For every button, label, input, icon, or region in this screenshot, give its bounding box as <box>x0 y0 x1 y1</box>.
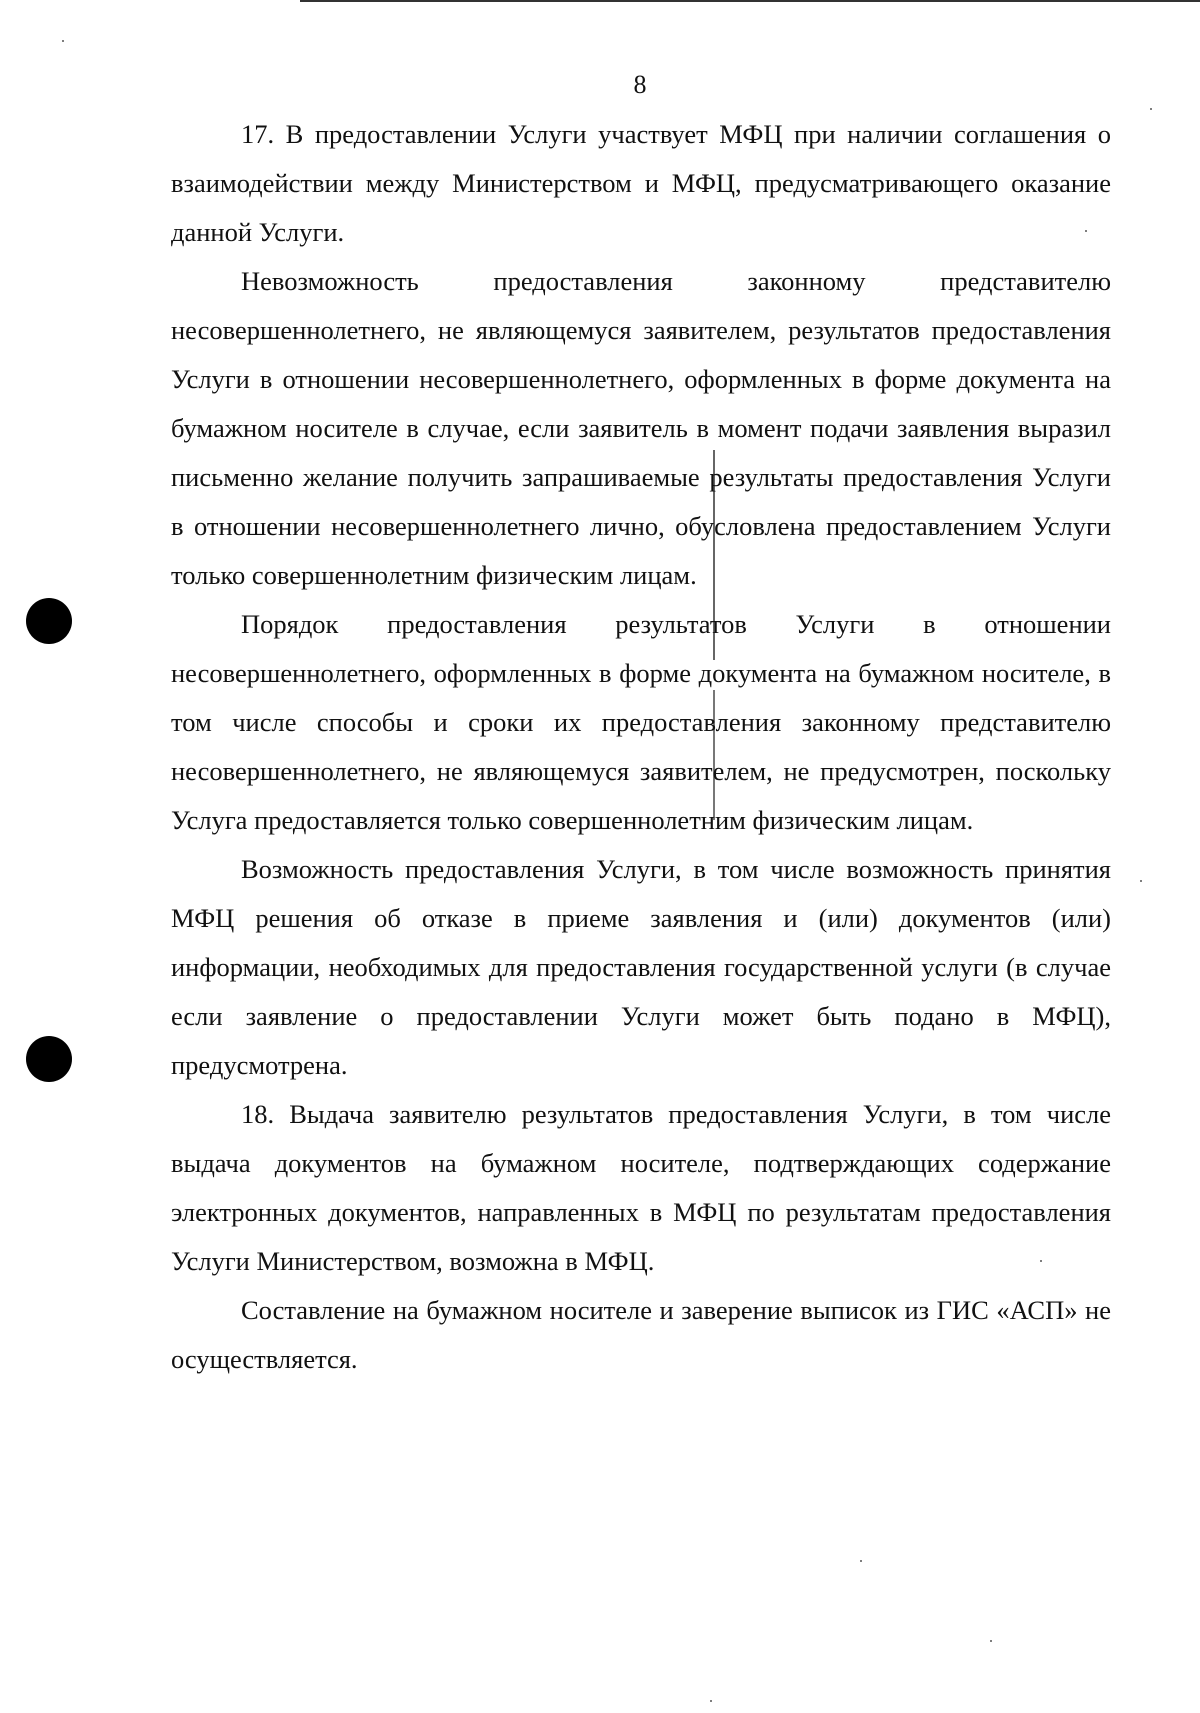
paragraph-mfc-refusal: Возможность предоставления Услуги, в том числе возможность принятия МФЦ решения об отказе в приеме заявления и (или) документов (или) информации, необходимых для предоставления государственной услуги (в случае если заявление о предоставлении Услуги может быть подано в МФЦ), предусмотрена. <box>171 854 1111 1080</box>
paragraph-procedure-results: Порядок предоставления результатов Услуги в отношении несовершеннолетнего, оформленных в форме документа на бумажном носителе, в том числе способы и сроки их предоставления законному представителю несовершеннолетнего, не являющемуся заявителем, не предусмотрен, поскольку Услуга предоставляется только совершеннолетним физическим лицам. <box>171 609 1111 835</box>
paragraph-impossibility-representative: Невозможность предоставления законному представителю несовершеннолетнего, не являющемуся заявителем, результатов предоставления Услуги в отношении несовершеннолетнего, оформленных в форме документа на бумажном носителе в случае, если заявитель в момент подачи заявления выразил письменно желание получить запрашиваемые результаты предоставления Услуги в отношении несовершеннолетнего лично, обусловлена предоставлением Услуги только совершеннолетним физическим лицам. <box>171 266 1111 590</box>
paragraph-17: 17. В предоставлении Услуги участвует МФЦ при наличии соглашения о взаимодействии между Министерством и МФЦ, предусматривающего оказание данной Услуги. <box>171 119 1111 247</box>
scan-speck <box>860 1560 862 1562</box>
punch-hole-bottom <box>26 1036 72 1082</box>
page-number: 8 <box>633 70 647 99</box>
document-body <box>171 110 1111 1384</box>
paragraph-gis-asp: Составление на бумажном носителе и заверение выписок из ГИС «АСП» не осуществляется. <box>171 1295 1111 1374</box>
scan-speck <box>1140 880 1142 882</box>
scan-speck <box>990 1640 992 1642</box>
punch-hole-top <box>26 598 72 644</box>
scan-speck <box>710 1700 712 1702</box>
scan-speck <box>62 40 64 42</box>
scan-speck <box>1150 108 1152 110</box>
paragraph-18: 18. Выдача заявителю результатов предоставления Услуги, в том числе выдача документов на бумажном носителе, подтверждающих содержание электронных документов, направленных в МФЦ по результатам предоставления Услуги Министерством, возможна в МФЦ. <box>171 1099 1111 1276</box>
scan-top-edge-line <box>300 0 1200 2</box>
